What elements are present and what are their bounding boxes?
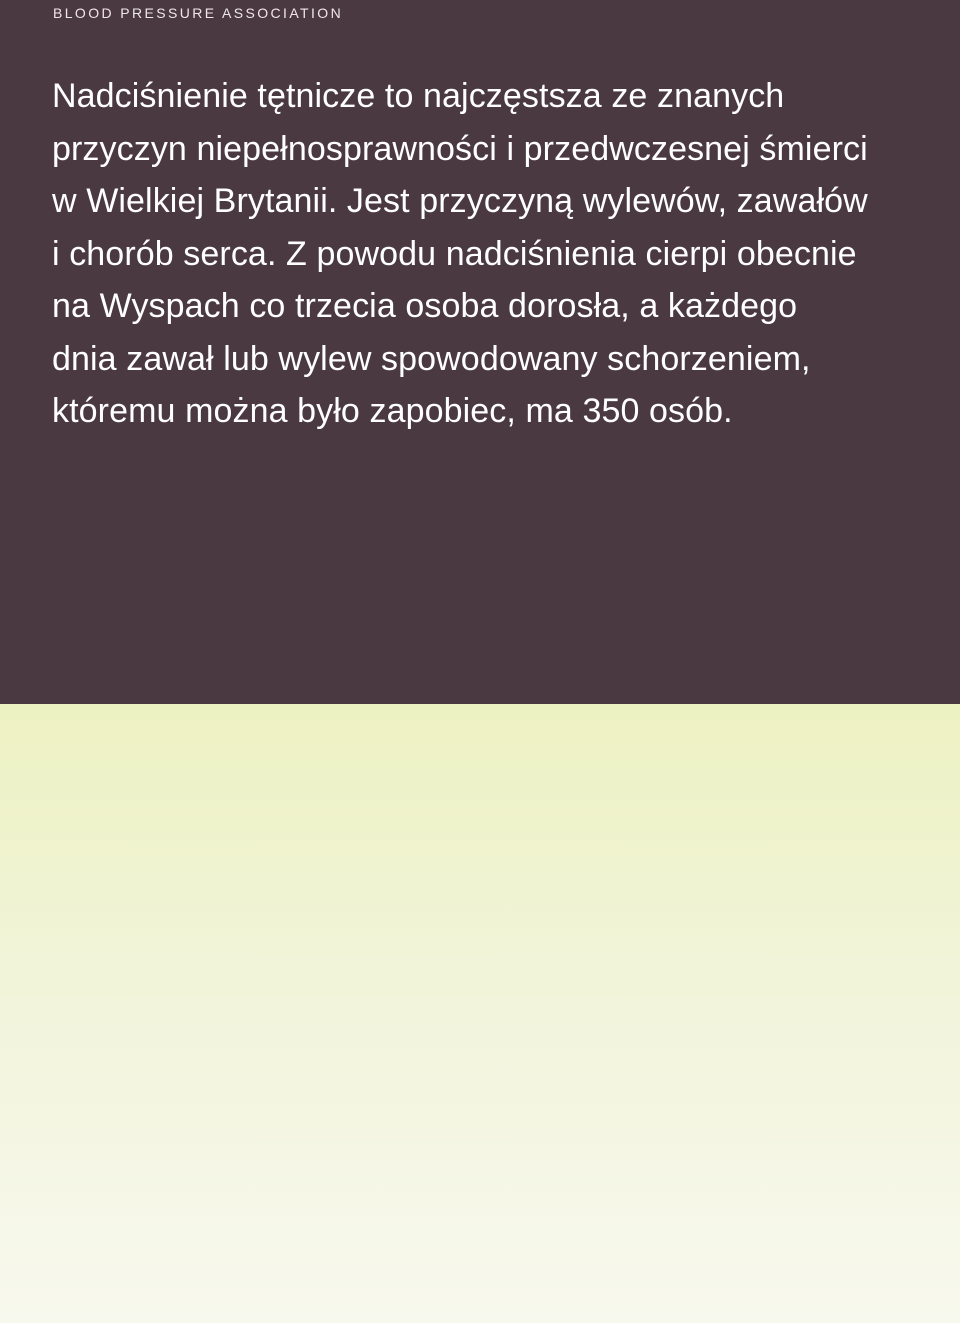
paragraph-line: któremu można było zapobiec, ma 350 osób. xyxy=(52,392,733,430)
paragraph-line: przyczyn niepełnosprawności i przedwczesnej śmierci xyxy=(52,129,868,168)
paragraph-line: na Wyspach co trzecia osoba dorosła, a każdego xyxy=(52,287,798,325)
organization-name: BLOOD PRESSURE ASSOCIATION xyxy=(53,5,344,21)
paragraph-line: w Wielkiej Brytanii. Jest przyczyną wylewów, zawałów xyxy=(52,182,868,220)
paragraph-line: dnia zawał lub wylew spowodowany schorzeniem, xyxy=(52,339,811,378)
paragraph-line: Nadciśnienie tętnicze to najczęstsza ze znanych xyxy=(52,77,785,115)
paragraph-line: i chorób serca. Z powodu nadciśnienia cierpi obecnie xyxy=(52,234,857,273)
bottom-panel xyxy=(0,704,960,1323)
body-paragraph xyxy=(52,70,932,438)
